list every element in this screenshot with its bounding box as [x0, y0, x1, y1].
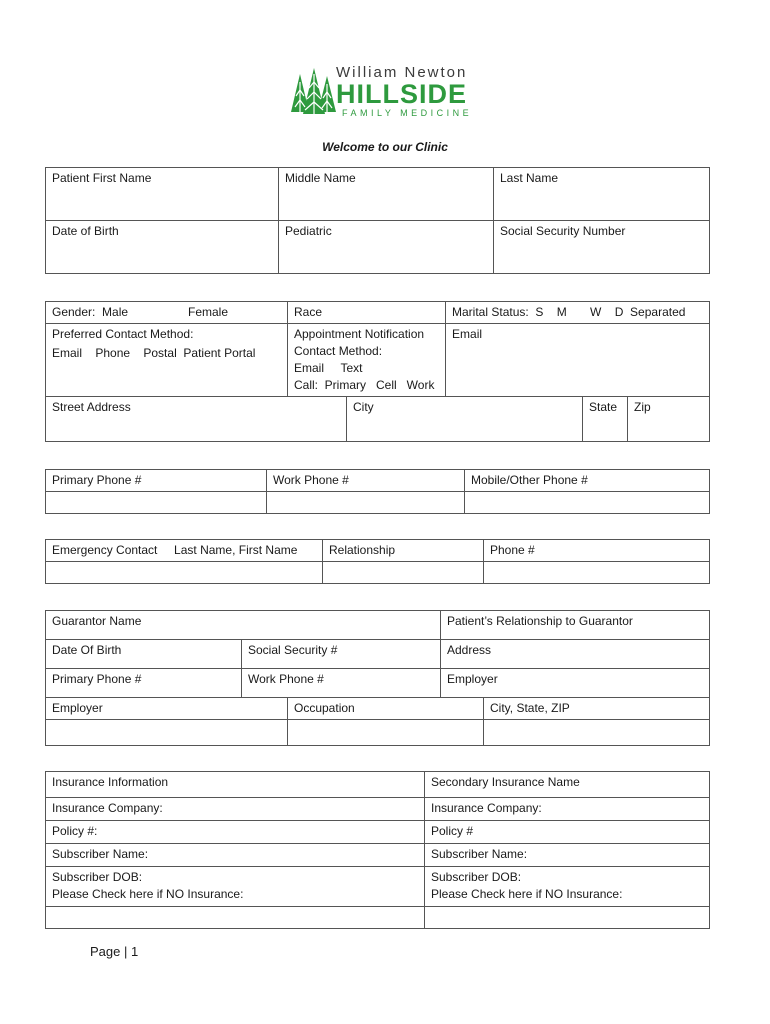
marital-status-field[interactable]: Marital Status: S M W D Separated [446, 302, 710, 324]
insurance-extra-input[interactable] [46, 907, 425, 929]
form-title: Welcome to our Clinic [322, 140, 448, 154]
policy-field[interactable]: Policy #: [46, 821, 425, 844]
secondary-no-insurance-checkbox[interactable]: Please Check here if NO Insurance: [431, 887, 623, 901]
insurance-table [45, 771, 710, 929]
secondary-insurance-company-field[interactable]: Insurance Company: [425, 798, 710, 821]
date-of-birth-field[interactable]: Date of Birth [46, 221, 279, 274]
subscriber-dob-field[interactable]: Subscriber DOB: Please Check here if NO Insurance: [46, 867, 425, 907]
logo-line1: William Newton [336, 64, 468, 81]
gender-field[interactable]: Gender: Male Female [46, 302, 288, 324]
relationship-input[interactable] [323, 562, 484, 584]
city-state-zip-input[interactable] [484, 720, 710, 746]
appointment-notification-field[interactable]: Appointment Notification Contact Method: Email Text Call: Primary Cell Work [288, 324, 446, 397]
guarantor-work-phone-field[interactable]: Work Phone # [242, 669, 441, 698]
employer-label: Employer [46, 698, 288, 720]
guarantor-employer-field[interactable]: Employer [441, 669, 710, 698]
race-field[interactable]: Race [288, 302, 446, 324]
patient-first-name-field[interactable]: Patient First Name [46, 168, 279, 221]
primary-phone-input[interactable] [46, 492, 267, 514]
insurance-info-label: Insurance Information [46, 772, 425, 798]
secondary-subscriber-name-field[interactable]: Subscriber Name: [425, 844, 710, 867]
secondary-insurance-label: Secondary Insurance Name [425, 772, 710, 798]
page-number: Page | 1 [90, 944, 139, 959]
demographics-table [45, 301, 710, 442]
emergency-contact-input[interactable] [46, 562, 323, 584]
middle-name-field[interactable]: Middle Name [279, 168, 494, 221]
street-address-field[interactable]: Street Address [46, 397, 347, 442]
email-field[interactable]: Email [446, 324, 710, 397]
pine-trees-icon [290, 68, 336, 120]
clinic-logo [290, 62, 490, 124]
logo-subtitle: FAMILY MEDICINE [342, 108, 473, 118]
subscriber-name-field[interactable]: Subscriber Name: [46, 844, 425, 867]
phones-table [45, 469, 710, 514]
last-name-field[interactable]: Last Name [494, 168, 710, 221]
logo-brand: HILLSIDE [336, 79, 468, 109]
state-field[interactable]: State [583, 397, 628, 442]
occupation-input[interactable] [288, 720, 484, 746]
secondary-insurance-extra-input[interactable] [425, 907, 710, 929]
guarantor-address-field[interactable]: Address [441, 640, 710, 669]
mobile-phone-input[interactable] [465, 492, 710, 514]
contact-options[interactable]: Email Phone Postal Patient Portal [52, 346, 256, 360]
guarantor-dob-field[interactable]: Date Of Birth [46, 640, 242, 669]
emergency-contact-label: Emergency Contact Last Name, First Name [46, 540, 323, 562]
secondary-subscriber-dob-field[interactable]: Subscriber DOB: Please Check here if NO Insurance: [425, 867, 710, 907]
secondary-policy-field[interactable]: Policy # [425, 821, 710, 844]
guarantor-name-field[interactable]: Guarantor Name [46, 611, 441, 640]
zip-field[interactable]: Zip [628, 397, 710, 442]
work-phone-label: Work Phone # [267, 470, 465, 492]
patient-name-table [45, 167, 710, 274]
guarantor-table [45, 610, 710, 746]
guarantor-primary-phone-field[interactable]: Primary Phone # [46, 669, 242, 698]
ssn-field[interactable]: Social Security Number [494, 221, 710, 274]
occupation-label: Occupation [288, 698, 484, 720]
preferred-contact-field[interactable]: Preferred Contact Method: Email Phone Postal Patient Portal [46, 324, 288, 397]
mobile-phone-label: Mobile/Other Phone # [465, 470, 710, 492]
guarantor-ssn-field[interactable]: Social Security # [242, 640, 441, 669]
guarantor-relationship-field[interactable]: Patient’s Relationship to Guarantor [441, 611, 710, 640]
gender-female-option[interactable]: Female [188, 305, 229, 319]
relationship-label: Relationship [323, 540, 484, 562]
employer-input[interactable] [46, 720, 288, 746]
pediatric-field[interactable]: Pediatric [279, 221, 494, 274]
emergency-phone-label: Phone # [484, 540, 710, 562]
emergency-phone-input[interactable] [484, 562, 710, 584]
city-state-zip-label: City, State, ZIP [484, 698, 710, 720]
no-insurance-checkbox[interactable]: Please Check here if NO Insurance: [52, 887, 244, 901]
primary-phone-label: Primary Phone # [46, 470, 267, 492]
emergency-contact-table [45, 539, 710, 584]
city-field[interactable]: City [347, 397, 583, 442]
insurance-company-field[interactable]: Insurance Company: [46, 798, 425, 821]
work-phone-input[interactable] [267, 492, 465, 514]
